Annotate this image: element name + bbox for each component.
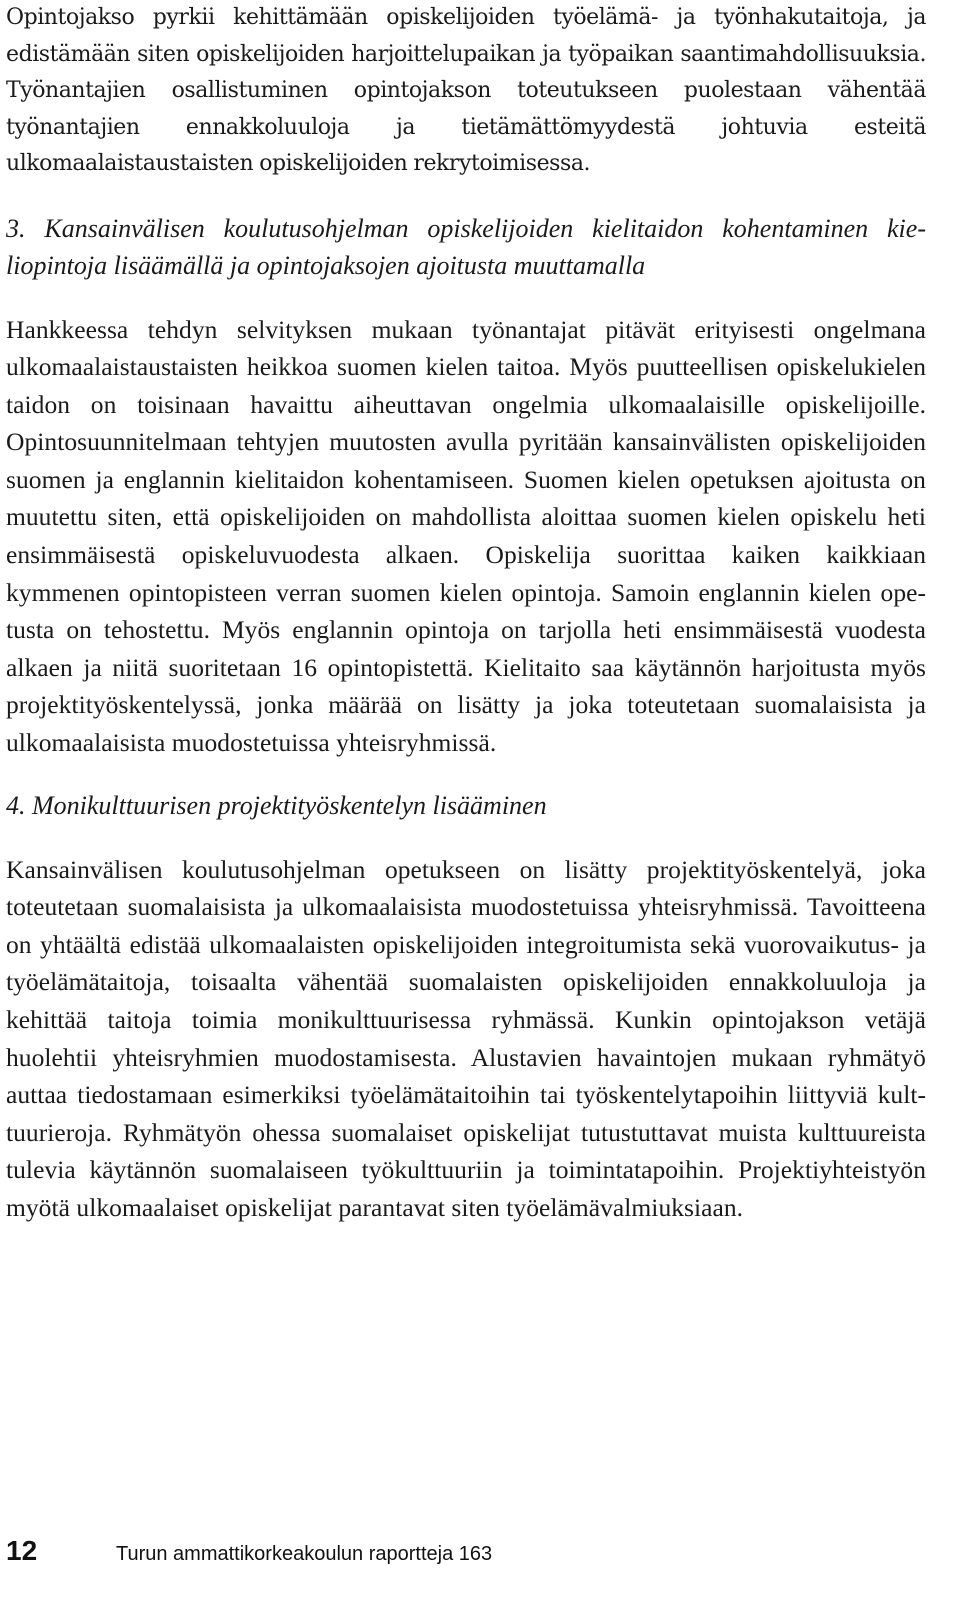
report-series-title: Turun ammattikorkeakoulun raportteja 163 bbox=[116, 1543, 493, 1565]
page-number: 12 bbox=[6, 1535, 38, 1566]
intro-paragraph: Opintojakso pyrkii kehittämään opiskelijoiden työelämä- ja työnhakutaitoja, ja edistämään siten opiskelijoiden harjoittelupaikan ja työpaikan saantimahdollisuuksia. Työnantajien osallistuminen opintojakson toteutukseen puolestaan vähentää työnantajien ennakkoluuloja ja tietämättömyydestä johtuvia esteitä ulkomaalaistaustaisten opiskelijoiden rekrytoimisessa. bbox=[6, 5, 926, 176]
section-4-paragraph: Kansainvälisen koulutusohjelman opetukseen on lisätty projektityöskentelyä, joka toteutetaan suomalaisista ja ulkomaalaisista muodostetuissa yhteisryhmissä. Tavoitteena on yhtäältä edistää ulkomaalaisten opiskelijoiden integroitumista sekä vuorovaikutus- ja työelämätaitoja, toisaalta vähentää suomalaisten opiskelijoiden ennakkoluuloja ja kehittää taitoja toimia monikulttuurisessa ryhmässä. Kunkin opintojakson vetäjä huolehtii yhteisryhmien muodostamisesta. Alustavien havaintojen mukaan ryhmätyö auttaa tiedostamaan esimerkiksi työelämätaitoihin tai työskentelytapoihin liittyviä kulttuurieroja. Ryhmätyön ohessa suomalaiset opiskelijat tutustuttavat muista kulttuureista tulevia käytännön suomalaiseen työkulttuuriin ja toimintatapoihin. Projektiyhteistyön myötä ulkomaalaiset opiskelijat parantavat siten työelämävalmiuksiaan. bbox=[6, 854, 926, 1222]
section-3-heading: 3. Kansainvälisen koulutusohjelman opiskelijoiden kielitaidon kohentaminen kieliopintoja lisäämällä ja opintojaksojen ajoitusta muuttamalla bbox=[6, 213, 926, 280]
section-3-paragraph: Hankkeessa tehdyn selvityksen mukaan työnantajat pitävät erityisesti ongelmana ulkomaalaistaustaisten heikkoa suomen kielen taitoa. Myös puutteellisen opiskelukielen taidon on toisinaan havaittu aiheuttavan ongelmia ulkomaalaisille opiskelijoille. Opintosuunnitelmaan tehtyjen muutosten avulla pyritään kansainvälisten opiskelijoiden suomen ja englannin kielitaidon kohentamiseen. Suomen kielen opetuksen ajoitusta on muutettu siten, että opiskelijoiden on mahdollista aloittaa suomen kielen opiskelu heti ensimmäisestä opiskeluvuodesta alkaen. Opiskelija suorittaa kaiken kaikkiaan kymmenen opintopisteen verran suomen kielen opintoja. Samoin englannin kielen opetusta on tehostettu. Myös englannin opintoja on tarjolla heti ensimmäisestä vuodesta alkaen ja niitä suoritetaan 16 opintopistettä. Kielitaito saa käytännön harjoitusta myös projektityöskentelyssä, jonka määrää on lisätty ja joka toteutetaan suomalaisista ja ulkomaalaisista muodostetuissa yhteisryhmissä. bbox=[6, 314, 926, 758]
document-page bbox=[6, 0, 926, 1227]
section-4-heading: 4. Monikulttuurisen projektityöskentelyn lisääminen bbox=[6, 790, 547, 820]
page-footer bbox=[6, 1535, 492, 1575]
